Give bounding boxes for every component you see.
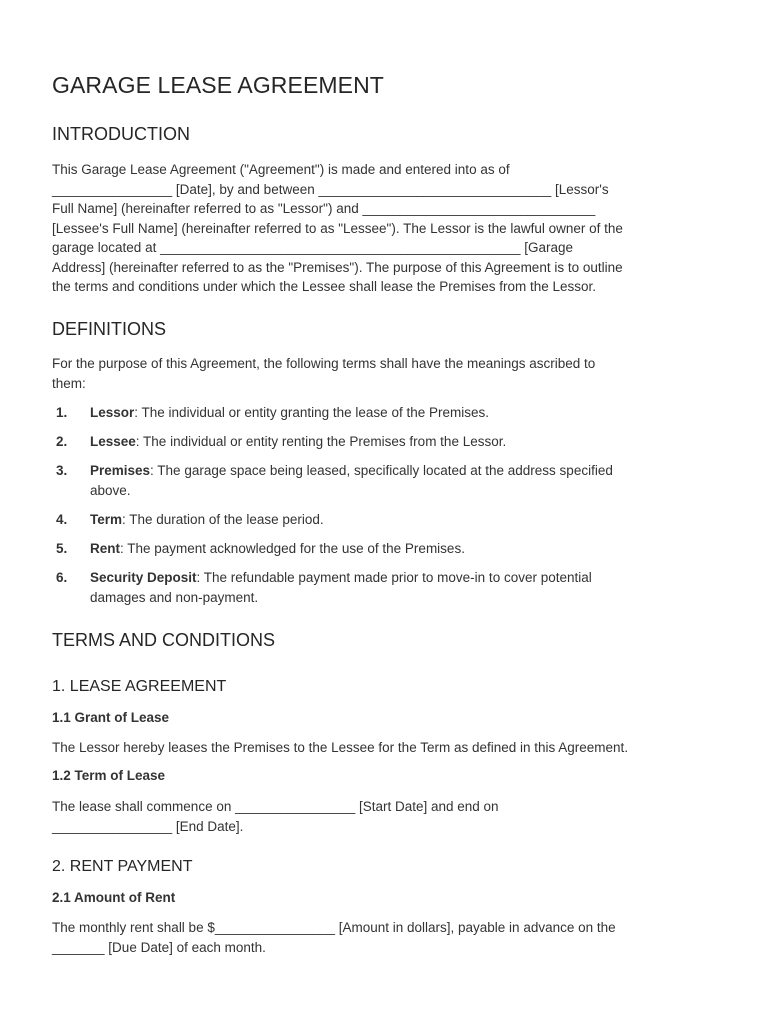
definition-term: Security Deposit	[90, 570, 197, 585]
definitions-heading: DEFINITIONS	[52, 319, 167, 339]
definitions-intro-line: them:	[52, 375, 86, 391]
rent-payment-heading: 2. RENT PAYMENT	[52, 858, 193, 875]
term-line: ________________ [End Date].	[52, 818, 244, 834]
definition-term: Lessee	[90, 434, 136, 449]
term-of-lease-text	[52, 797, 717, 836]
definition-item-lessee	[56, 432, 706, 452]
intro-line: ________________ [Date], by and between _______________________________ [Lessor's	[52, 181, 609, 197]
amount-of-rent-text	[52, 918, 717, 957]
intro-line: Full Name] (hereinafter referred to as "Lessor") and _______________________________	[52, 201, 596, 216]
grant-of-lease-text: The Lessor hereby leases the Premises to the Lessee for the Term as defined in this Agreement.	[52, 740, 629, 755]
terms-heading: TERMS AND CONDITIONS	[52, 630, 276, 650]
definitions-intro	[52, 354, 717, 393]
term-line: The lease shall commence on ________________ [Start Date] and end on	[52, 799, 499, 814]
definition-text: : The refundable payment made prior to move-in to cover potential	[196, 570, 592, 585]
definition-term: Rent	[90, 541, 120, 556]
document-title: GARAGE LEASE AGREEMENT	[52, 72, 384, 98]
intro-line: garage located at ________________________________________________ [Garage	[52, 240, 573, 255]
list-number: 3.	[56, 463, 68, 478]
definition-item-term	[56, 510, 706, 530]
introduction-heading: INTRODUCTION	[52, 124, 190, 144]
intro-line: Address] (hereinafter referred to as the "Premises"). The purpose of this Agreement is to outline	[52, 259, 623, 275]
definition-text-continued: damages and non-payment.	[90, 589, 259, 605]
definition-item-rent	[56, 539, 706, 559]
definition-text: : The garage space being leased, specifically located at the address specified	[150, 463, 613, 478]
list-number: 2.	[56, 434, 68, 449]
definitions-intro-line: For the purpose of this Agreement, the following terms shall have the meanings ascribed to	[52, 356, 596, 371]
definition-text: : The payment acknowledged for the use of the Premises.	[120, 541, 465, 556]
rent-line: _______ [Due Date] of each month.	[52, 939, 266, 955]
grant-of-lease-heading: 1.1 Grant of Lease	[52, 710, 170, 725]
definition-text-continued: above.	[90, 482, 131, 498]
rent-line: The monthly rent shall be $________________ [Amount in dollars], payable in advance on the	[52, 920, 616, 935]
lease-agreement-heading: 1. LEASE AGREEMENT	[52, 678, 227, 695]
list-number: 6.	[56, 570, 68, 585]
definition-text: : The duration of the lease period.	[122, 512, 324, 527]
definition-term: Lessor	[90, 405, 135, 420]
list-number: 4.	[56, 512, 68, 527]
definition-item-lessor	[56, 403, 706, 423]
list-number: 5.	[56, 541, 68, 556]
intro-line: This Garage Lease Agreement ("Agreement") is made and entered into as of	[52, 162, 510, 177]
amount-of-rent-heading: 2.1 Amount of Rent	[52, 890, 176, 905]
introduction-paragraph	[52, 160, 717, 297]
definition-term: Premises	[90, 463, 151, 478]
definition-item-premises	[56, 461, 706, 500]
intro-line: the terms and conditions under which the Lessee shall lease the Premises from the Lessor.	[52, 279, 597, 294]
definition-text: : The individual or entity granting the lease of the Premises.	[134, 405, 489, 420]
definition-item-security-deposit	[56, 568, 706, 607]
definition-term: Term	[90, 512, 123, 527]
term-of-lease-heading: 1.2 Term of Lease	[52, 768, 166, 783]
list-number: 1.	[56, 405, 68, 420]
intro-line: [Lessee's Full Name] (hereinafter referred to as "Lessee"). The Lessor is the lawful owner of the	[52, 220, 623, 236]
definition-text: : The individual or entity renting the Premises from the Lessor.	[135, 434, 507, 449]
